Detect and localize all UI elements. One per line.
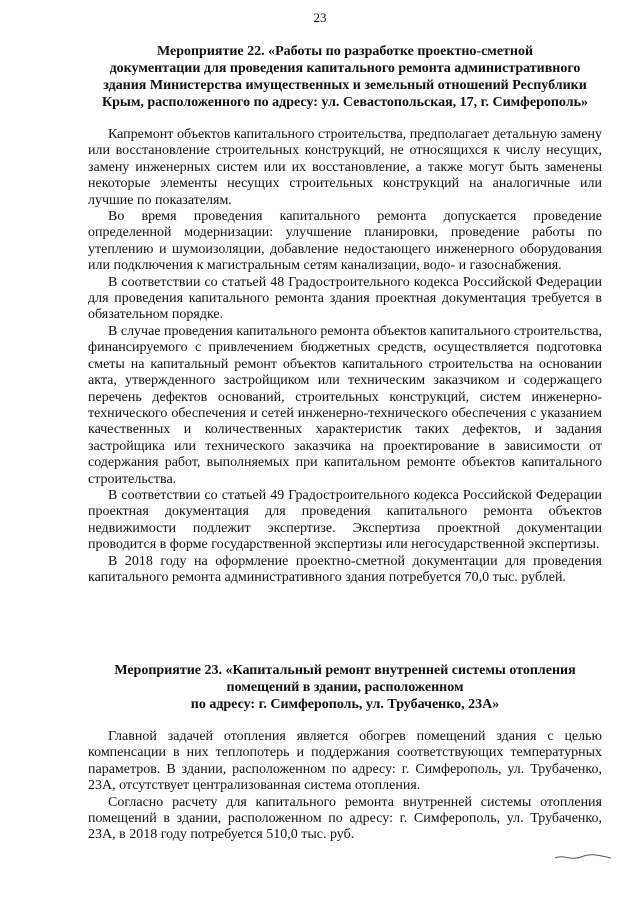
section-23-title-line: по адресу: г. Симферополь, ул. Трубаченко, 23А» bbox=[190, 697, 500, 712]
handwritten-mark bbox=[553, 852, 613, 862]
paragraph: В случае проведения капитального ремонта объектов капитального строительства, финансируемого с привлечением бюджетных средств, осуществляется подготовка сметы на капитальный ремонт объектов капитального строительства на основании акта, утвержденного застройщиком или техническим заказчиком и содержащего перечень дефектов оснований, строительных конструкций, систем инженерно-технического обеспечения и сетей инженерно-технического обеспечения с указанием качественных и количественных характеристик таких дефектов, и задания застройщика или технического заказчика на проектирование в зависимости от содержания работ, выполняемых при капитальном ремонте объектов капитального строительства. bbox=[88, 323, 602, 487]
section-22-title-line: здания Министерства имущественных и земельный отношений Республики bbox=[103, 78, 587, 93]
paragraph: В соответствии со статьей 49 Градостроительного кодекса Российской Федерации проектная документация для проведения капитального ремонта объектов недвижимости подлежит экспертизе. Экспертиза проектной документации проводится в форме государственной экспертизы или негосударственной экспертизы. bbox=[88, 487, 602, 553]
section-22-title-line: Крым, расположенного по адресу: ул. Севастопольская, 17, г. Симферополь» bbox=[101, 95, 588, 110]
section-23-title bbox=[88, 662, 602, 713]
section-23-title-line: Мероприятие 23. «Капитальный ремонт внутренней системы отопления bbox=[114, 663, 576, 678]
paragraph: Согласно расчету для капитального ремонта внутренней системы отопления помещений в здании, расположенном по адресу: г. Симферополь, ул. Трубаченко, 23А, в 2018 году потребуется 510,0 тыс. руб. bbox=[88, 794, 602, 843]
section-23-body bbox=[88, 729, 602, 844]
section-23-title-line: помещений в здании, расположенном bbox=[226, 680, 464, 695]
section-22-title-line: Мероприятие 22. «Работы по разработке проектно-сметной bbox=[156, 44, 534, 59]
paragraph: Во время проведения капитального ремонта допускается проведение определенной модернизации: улучшение планировки, проведение работы по утеплению и шумоизоляции, добавление недостающего инженерного оборудования или подключения к магистральным сетям канализации, водо- и газоснабжения. bbox=[88, 209, 602, 274]
page-number: 23 bbox=[313, 10, 327, 25]
section-22-body bbox=[88, 127, 602, 586]
section-22-title-line: документации для проведения капитального ремонта административного bbox=[109, 61, 581, 76]
paragraph: В 2018 году на оформление проектно-сметной документации для проведения капитального ремонта административного здания потребуется 70,0 тыс. рублей. bbox=[88, 553, 602, 585]
section-22-title bbox=[88, 43, 602, 111]
paragraph: Главной задачей отопления является обогрев помещений здания с целью компенсации в них теплопотерь и поддержания соответствующих температурных параметров. В здании, расположенном по адресу: г. Симферополь, ул. Трубаченко, 23А, отсутствует централизованная система отопления. bbox=[88, 729, 602, 794]
paragraph: Капремонт объектов капитального строительства, предполагает детальную замену или восстановление строительных конструкций, не относящихся к числу несущих, замену инженерных систем или их восстановление, а также могут быть заменены некоторые элементы несущих строительных конструкций на аналогичные или лучшие по показателям. bbox=[88, 127, 602, 208]
paragraph: В соответствии со статьей 48 Градостроительного кодекса Российской Федерации для проведения капитального ремонта здания проектная документация требуется в обязательном порядке. bbox=[88, 274, 602, 323]
